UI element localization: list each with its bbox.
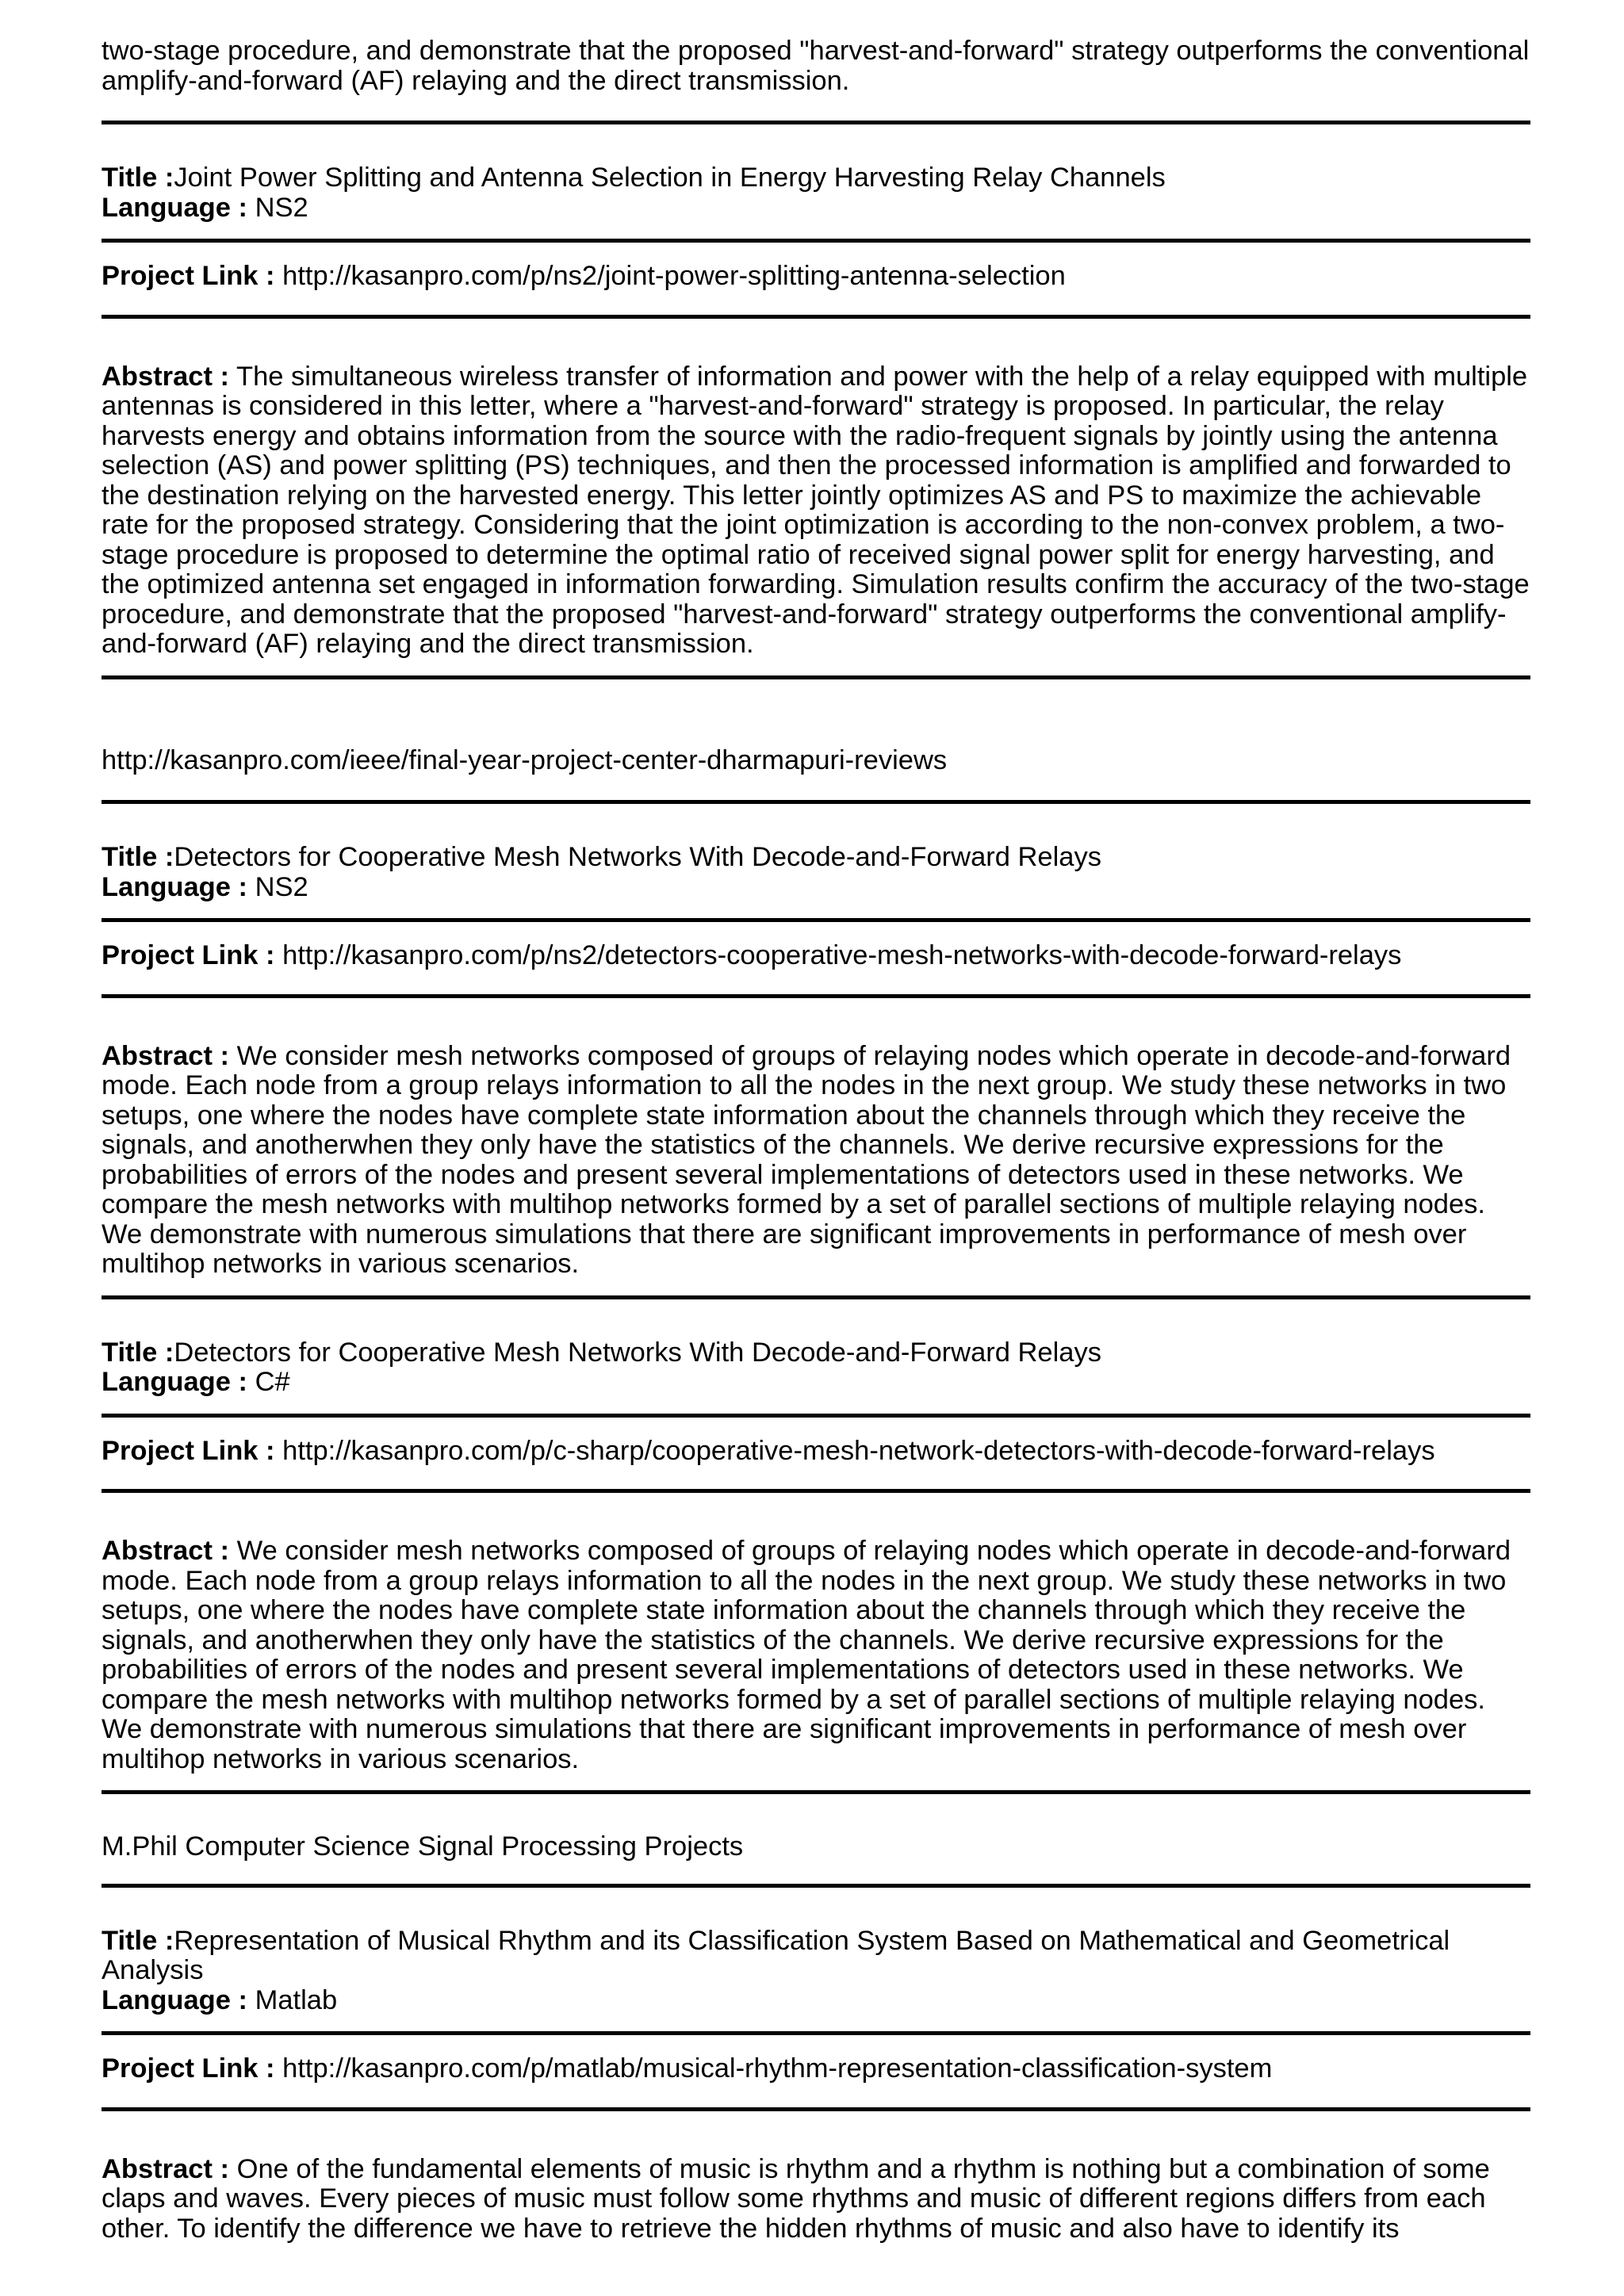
language-label: Language :: [102, 871, 248, 902]
language-line: [102, 1986, 1530, 2016]
project-link[interactable]: http://kasanpro.com/p/ns2/joint-power-splitting-antenna-selection: [282, 261, 1066, 291]
title-label: Title :: [102, 842, 174, 872]
category-text: M.Phil Computer Science Signal Processing Projects: [102, 1831, 744, 1862]
divider: [102, 2031, 1530, 2035]
divider: [102, 1414, 1530, 1418]
project-title: Representation of Musical Rhythm and its Classification System Based on Mathematical and Geometrical Analysis: [102, 1925, 1450, 1985]
reviews-link[interactable]: [102, 746, 1530, 776]
project-title: Detectors for Cooperative Mesh Networks With Decode-and-Forward Relays: [174, 842, 1101, 872]
project-title: Joint Power Splitting and Antenna Selection in Energy Harvesting Relay Channels: [174, 163, 1166, 193]
divider: [102, 800, 1530, 804]
project-link-label: Project Link :: [102, 1435, 275, 1466]
project-link-line: [102, 941, 1530, 971]
project-link[interactable]: http://kasanpro.com/p/c-sharp/cooperative-mesh-network-detectors-with-decode-forward-relays: [282, 1435, 1435, 1466]
project-entry-3-header: [102, 1338, 1530, 1398]
project-entry-4-header: [102, 1927, 1530, 2016]
language-label: Language :: [102, 1367, 248, 1397]
divider: [102, 1295, 1530, 1299]
project-link-label: Project Link :: [102, 261, 275, 291]
abstract-block: [102, 1536, 1530, 1774]
project-link-label: Project Link :: [102, 2053, 275, 2084]
project-link-line: [102, 262, 1530, 292]
divider: [102, 918, 1530, 922]
project-title: Detectors for Cooperative Mesh Networks With Decode-and-Forward Relays: [174, 1337, 1101, 1368]
title-label: Title :: [102, 163, 174, 193]
abstract-text: The simultaneous wireless transfer of information and power with the help of a relay equipped with multiple antennas is considered in this letter, where a "harvest-and-forward" strategy is proposed. In particular, the relay harvests energy and obtains information from the source with the radio-frequent signals by jointly using the antenna selection (AS) and power splitting (PS) techniques, and then the processed information is amplified and forwarded to the destination relying on the harvested energy. This letter jointly optimizes AS and PS to maximize the achievable rate for the proposed strategy. Considering that the joint optimization is according to the non-convex problem, a two-stage procedure is proposed to determine the optimal ratio of received signal power split for energy harvesting, and the optimized antenna set engaged in information forwarding. Simulation results confirm the accuracy of the two-stage procedure, and demonstrate that the proposed "harvest-and-forward" strategy outperforms the conventional amplify-and-forward (AF) relaying and the direct transmission.: [102, 361, 1530, 659]
project-link-line: [102, 1437, 1530, 1467]
language-label: Language :: [102, 1984, 248, 2015]
language-line: [102, 193, 1530, 224]
project-link[interactable]: http://kasanpro.com/p/ns2/detectors-cooperative-mesh-networks-with-decode-forward-relays: [282, 940, 1402, 970]
language-line: [102, 873, 1530, 903]
project-entry-1-header: [102, 163, 1530, 223]
abstract-text: We consider mesh networks composed of groups of relaying nodes which operate in decode-and-forward mode. Each node from a group relays information to all the nodes in the next group. We study these networks in two setups, one where the nodes have complete state information about the channels through which they receive the signals, and anotherwhen they only have the statistics of the channels. We derive recursive expressions for the probabilities of errors of the nodes and present several implementations of detectors used in these networks. We compare the mesh networks with multihop networks formed by a set of parallel sections of multiple relaying nodes. We demonstrate with numerous simulations that there are significant improvements in performance of mesh over multihop networks in various scenarios.: [102, 1536, 1511, 1774]
language-line: [102, 1368, 1530, 1398]
abstract-text: We consider mesh networks composed of groups of relaying nodes which operate in decode-and-forward mode. Each node from a group relays information to all the nodes in the next group. We study these networks in two setups, one where the nodes have complete state information about the channels through which they receive the signals, and anotherwhen they only have the statistics of the channels. We derive recursive expressions for the probabilities of errors of the nodes and present several implementations of detectors used in these networks. We compare the mesh networks with multihop networks formed by a set of parallel sections of multiple relaying nodes. We demonstrate with numerous simulations that there are significant improvements in performance of mesh over multihop networks in various scenarios.: [102, 1040, 1511, 1279]
divider: [102, 1884, 1530, 1888]
abstract-block: [102, 2155, 1530, 2244]
title-line: [102, 1927, 1530, 1986]
abstract-label: Abstract :: [102, 2153, 230, 2184]
project-entry-2-header: [102, 843, 1530, 902]
abstract-label: Abstract :: [102, 1040, 230, 1071]
divider: [102, 675, 1530, 679]
divider: [102, 1489, 1530, 1493]
abstract-block: [102, 1042, 1530, 1280]
project-language: C#: [255, 1367, 290, 1397]
title-label: Title :: [102, 1925, 174, 1956]
divider: [102, 315, 1530, 319]
title-line: [102, 843, 1530, 873]
project-language: Matlab: [255, 1984, 338, 2015]
category-heading: [102, 1832, 1530, 1862]
abstract-continuation: [102, 36, 1530, 96]
title-label: Title :: [102, 1337, 174, 1368]
title-line: [102, 163, 1530, 193]
project-link-line: [102, 2054, 1530, 2084]
reviews-url-text[interactable]: http://kasanpro.com/ieee/final-year-project-center-dharmapuri-reviews: [102, 744, 948, 775]
abstract-label: Abstract :: [102, 361, 230, 392]
project-language: NS2: [255, 192, 308, 223]
divider: [102, 239, 1530, 243]
title-line: [102, 1338, 1530, 1368]
language-label: Language :: [102, 192, 248, 223]
abstract-block: [102, 362, 1530, 660]
abstract-continuation-text: two-stage procedure, and demonstrate that the proposed "harvest-and-forward" strategy outperforms the conventional amplify-and-forward (AF) relaying and the direct transmission.: [102, 36, 1530, 96]
project-link-label: Project Link :: [102, 940, 275, 970]
project-link[interactable]: http://kasanpro.com/p/matlab/musical-rhythm-representation-classification-system: [282, 2053, 1273, 2084]
project-language: NS2: [255, 871, 308, 902]
divider: [102, 1790, 1530, 1794]
divider: [102, 121, 1530, 124]
abstract-text: One of the fundamental elements of music is rhythm and a rhythm is nothing but a combination of some claps and waves. Every pieces of music must follow some rhythms and music of different regions differs from each other. To identify the difference we have to retrieve the hidden rhythms of music and also have to identify its: [102, 2153, 1490, 2244]
abstract-label: Abstract :: [102, 1536, 230, 1566]
divider: [102, 2107, 1530, 2111]
divider: [102, 994, 1530, 998]
